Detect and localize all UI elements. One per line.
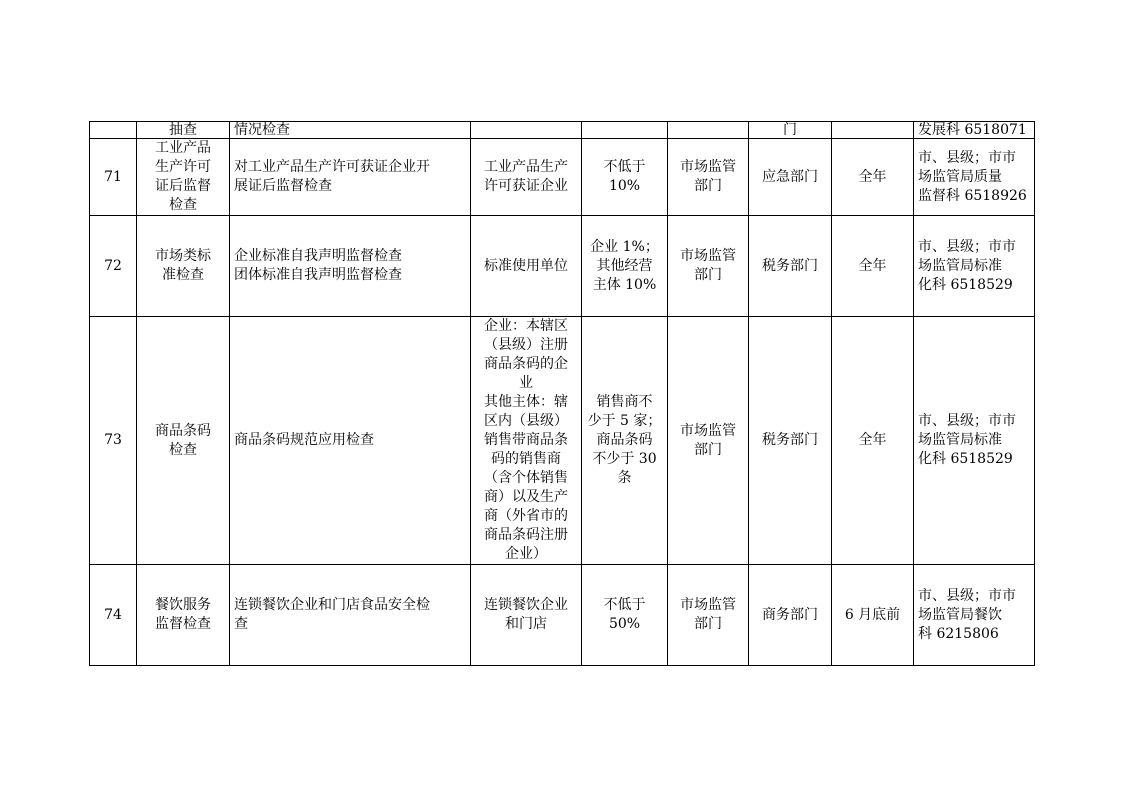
cell-ratio: 销售商不 少于 5 家； 商品条码 不少于 30 条 xyxy=(582,317,668,565)
cell-object: 企业：本辖区 （县级）注册 商品条码的企 业 其他主体：辖 区内（县级） 销售带商品条 码的销售商 （含个体销售 商）以及生产 商（外省市的 商品条码注册 企业） xyxy=(471,317,582,565)
cell-continuation-object xyxy=(471,122,582,139)
cell-ratio: 不低于 50% xyxy=(582,565,668,666)
cell-continuation-no xyxy=(90,122,137,139)
cell-no: 72 xyxy=(90,216,137,317)
cell-no: 74 xyxy=(90,565,137,666)
cell-content: 企业标准自我声明监督检查 团体标准自我声明监督检查 xyxy=(230,216,471,317)
cell-lead-dept: 市场监管 部门 xyxy=(668,317,749,565)
cell-contact: 市、县级；市市 场监管局标准 化科 6518529 xyxy=(914,317,1035,565)
cell-lead-dept: 市场监管 部门 xyxy=(668,565,749,666)
cell-lead-dept: 市场监管 部门 xyxy=(668,216,749,317)
cell-object: 工业产品生产 许可获证企业 xyxy=(471,139,582,216)
cell-time: 全年 xyxy=(832,216,914,317)
cell-content: 商品条码规范应用检查 xyxy=(230,317,471,565)
cell-ratio: 企业 1%； 其他经营 主体 10% xyxy=(582,216,668,317)
cell-time: 全年 xyxy=(832,139,914,216)
cell-partner-dept: 税务部门 xyxy=(749,317,832,565)
cell-object: 连锁餐饮企业 和门店 xyxy=(471,565,582,666)
cell-no: 73 xyxy=(90,317,137,565)
cell-category: 工业产品 生产许可 证后监督 检查 xyxy=(137,139,230,216)
cell-category: 市场类标 准检查 xyxy=(137,216,230,317)
cell-category: 餐饮服务 监督检查 xyxy=(137,565,230,666)
cell-partner-dept: 应急部门 xyxy=(749,139,832,216)
table-row xyxy=(90,216,1035,317)
cell-object: 标准使用单位 xyxy=(471,216,582,317)
cell-continuation-lead xyxy=(668,122,749,139)
table-row xyxy=(90,317,1035,565)
cell-category: 商品条码 检查 xyxy=(137,317,230,565)
inspection-table xyxy=(89,121,1035,666)
cell-ratio: 不低于 10% xyxy=(582,139,668,216)
cell-partner-dept: 税务部门 xyxy=(749,216,832,317)
table-row xyxy=(90,139,1035,216)
cell-contact: 市、县级；市市 场监管局餐饮 科 6215806 xyxy=(914,565,1035,666)
cell-continuation-partner: 门 xyxy=(749,122,832,139)
cell-continuation-content: 情况检查 xyxy=(230,122,471,139)
cell-continuation-time xyxy=(832,122,914,139)
cell-content: 对工业产品生产许可获证企业开 展证后监督检查 xyxy=(230,139,471,216)
cell-content: 连锁餐饮企业和门店食品安全检 查 xyxy=(230,565,471,666)
cell-continuation-ratio xyxy=(582,122,668,139)
cell-no: 71 xyxy=(90,139,137,216)
cell-contact: 市、县级；市市 场监管局标准 化科 6518529 xyxy=(914,216,1035,317)
cell-continuation-contact: 发展科 6518071 xyxy=(914,122,1035,139)
cell-contact: 市、县级；市市 场监管局质量 监督科 6518926 xyxy=(914,139,1035,216)
cell-time: 6 月底前 xyxy=(832,565,914,666)
cell-partner-dept: 商务部门 xyxy=(749,565,832,666)
cell-time: 全年 xyxy=(832,317,914,565)
table-row-continuation xyxy=(90,122,1035,139)
cell-continuation-category: 抽查 xyxy=(137,122,230,139)
table-row xyxy=(90,565,1035,666)
cell-lead-dept: 市场监管 部门 xyxy=(668,139,749,216)
